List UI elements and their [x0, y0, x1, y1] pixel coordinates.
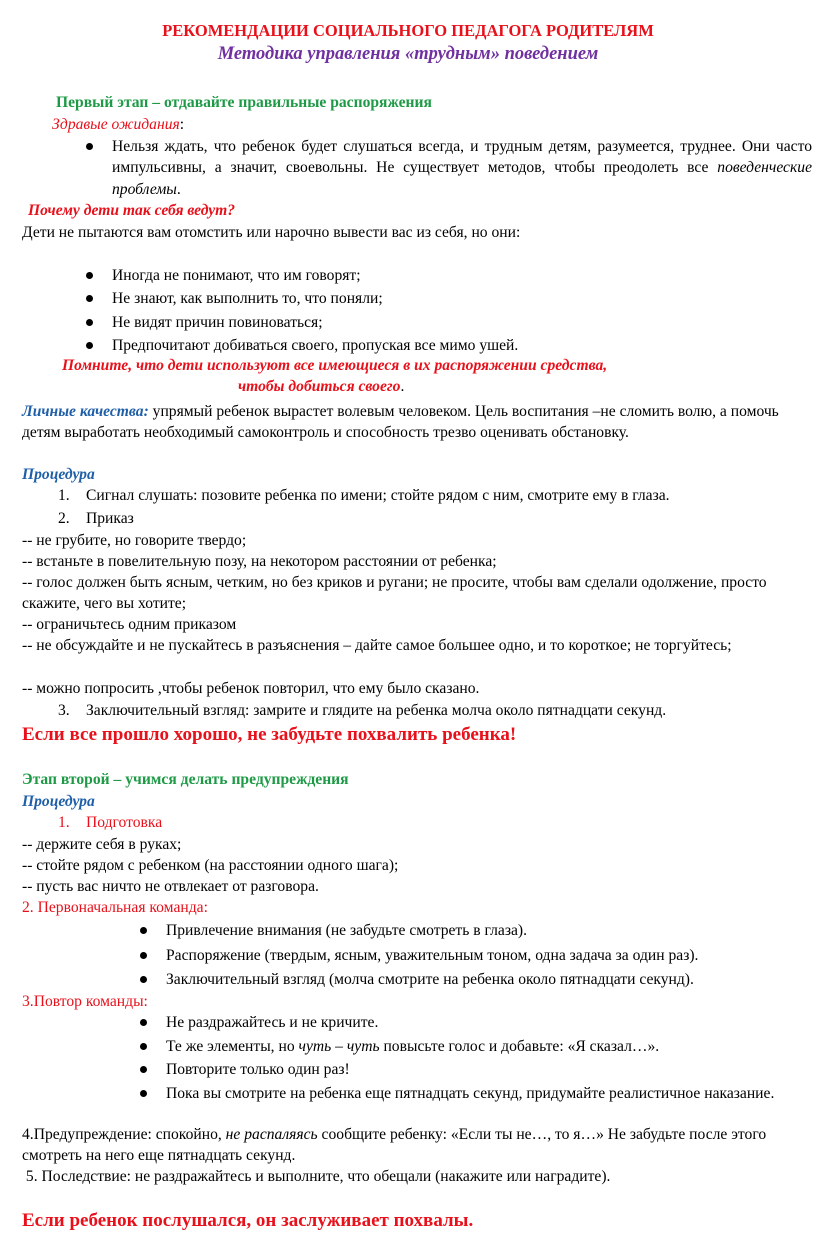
prep-number: 1. [58, 814, 70, 831]
prep-item: -- пусть вас ничто не отвлекает от разговора. [22, 878, 319, 895]
list-item: Не знают, как выполнить то, что поняли; [112, 287, 812, 310]
bullet-icon [140, 1066, 147, 1073]
order-rule: -- голос должен быть ясным, четким, но без криков и ругани; не просите, чтобы вам сделали одолжение, просто скажите, чего вы хотите; [22, 574, 767, 613]
list-item: Предпочитают добиваться своего, пропуская все мимо ушей. [112, 334, 812, 357]
prep-item: -- держите себя в руках; [22, 836, 182, 853]
list-item: Иногда не понимают, что им говорят; [112, 264, 812, 287]
list-item: Не раздражайтесь и не кричите. [166, 1012, 814, 1036]
list-item: Повторите только один раз! [166, 1059, 814, 1083]
initial-command-label: 2. Первоначальная команда: [22, 899, 208, 916]
repeat-command-list [166, 1012, 814, 1104]
bullet-icon [140, 976, 147, 983]
why-text: Дети не пытаются вам отомстить или нарочно вывести вас из себя, но они: [22, 224, 521, 241]
list-item: Те же элементы, но чуть – чуть повысьте голос и добавьте: «Я сказал…». [166, 1036, 814, 1060]
list-item: Привлечение внимания (не забудьте смотреть в глаза). [166, 919, 814, 944]
remember-line-2: чтобы добиться своего. [238, 378, 405, 395]
prep-label: Подготовка [86, 814, 163, 831]
bullet-icon [86, 295, 93, 302]
bullet-icon [86, 342, 93, 349]
stage1-heading: Первый этап – отдавайте правильные распоряжения [56, 94, 432, 111]
list-item: Нельзя ждать, что ребенок будет слушаться всегда, и трудным детям, разумеется, труднее. Они часто импульсивны, а значит, своевольны. Не существует методов, чтобы преодолеть все поведенческие проблемы. [112, 136, 812, 200]
warning-step: 4.Предупреждение: спокойно, не распаляясь сообщите ребенку: «Если ты не…, то я…» Не забудьте после этого смотреть на него еще пятнадцать секунд. [22, 1126, 767, 1165]
step3-number: 3. [58, 702, 70, 719]
order-rule: -- встаньте в повелительную позу, на некотором расстоянии от ребенка; [22, 553, 497, 570]
step1-number: 1. [58, 487, 70, 504]
final-callout: Если ребенок послушался, он заслуживает похвалы. [22, 1210, 474, 1231]
order-rule: -- можно попросить ,чтобы ребенок повторил, что ему было сказано. [22, 680, 480, 697]
order-rule: -- не грубите, но говорите твердо; [22, 532, 247, 549]
bullet-icon [86, 143, 93, 150]
order-rule: -- не обсуждайте и не пускайтесь в разъяснения – дайте самое большее одно, и то короткое; не торгуйтесь; [22, 637, 732, 654]
why-list [112, 264, 812, 357]
procedure-label-2: Процедура [22, 793, 95, 810]
prep-item: -- стойте рядом с ребенком (на расстоянии одного шага); [22, 857, 399, 874]
remember-line-1: Помните, что дети используют все имеющиеся в их распоряжении средства, [62, 357, 608, 374]
bullet-icon [140, 927, 147, 934]
bullet-icon [86, 319, 93, 326]
initial-command-list [166, 919, 814, 993]
bullet-icon [140, 1043, 147, 1050]
step2-number: 2. [58, 510, 70, 527]
personal-qualities: Личные качества: упрямый ребенок вырастет волевым человеком. Цель воспитания –не сломить волю, а помочь детям выработать необходимый самоконтроль и способность трезво оценивать обстановку. [22, 403, 779, 442]
bullet-icon [140, 952, 147, 959]
expectations-list [112, 136, 812, 200]
healthy-expectations-label: Здравые ожидания: [52, 116, 185, 133]
why-question: Почему дети так себя ведут? [28, 202, 236, 219]
list-item: Заключительный взгляд (молча смотрите на ребенка около пятнадцати секунд). [166, 968, 814, 993]
consequence-step: 5. Последствие: не раздражайтесь и выполните, что обещали (накажите или наградите). [22, 1168, 611, 1185]
bullet-icon [140, 1090, 147, 1097]
step1-text: Сигнал слушать: позовите ребенка по имени; стойте рядом с ним, смотрите ему в глаза. [86, 487, 670, 504]
list-item: Не видят причин повиноваться; [112, 311, 812, 334]
procedure-label-1: Процедура [22, 466, 95, 483]
praise-callout: Если все прошло хорошо, не забудьте похвалить ребенка! [22, 724, 517, 745]
list-item: Распоряжение (твердым, ясным, уважительным тоном, одна задача за один раз). [166, 944, 814, 969]
page-subtitle: Методика управления «трудным» поведением [217, 44, 599, 64]
order-rule: -- ограничьтесь одним приказом [22, 616, 237, 633]
repeat-command-label: 3.Повтор команды: [22, 993, 148, 1010]
step2-text: Приказ [86, 510, 134, 527]
bullet-icon [140, 1019, 147, 1026]
step3-text: Заключительный взгляд: замрите и глядите на ребенка молча около пятнадцати секунд. [86, 702, 667, 719]
bullet-icon [86, 272, 93, 279]
stage2-heading: Этап второй – учимся делать предупреждения [22, 771, 349, 788]
page-title: РЕКОМЕНДАЦИИ СОЦИАЛЬНОГО ПЕДАГОГА РОДИТЕЛЯМ [162, 21, 654, 40]
list-item: Пока вы смотрите на ребенка еще пятнадцать секунд, придумайте реалистичное наказание. [166, 1083, 814, 1104]
